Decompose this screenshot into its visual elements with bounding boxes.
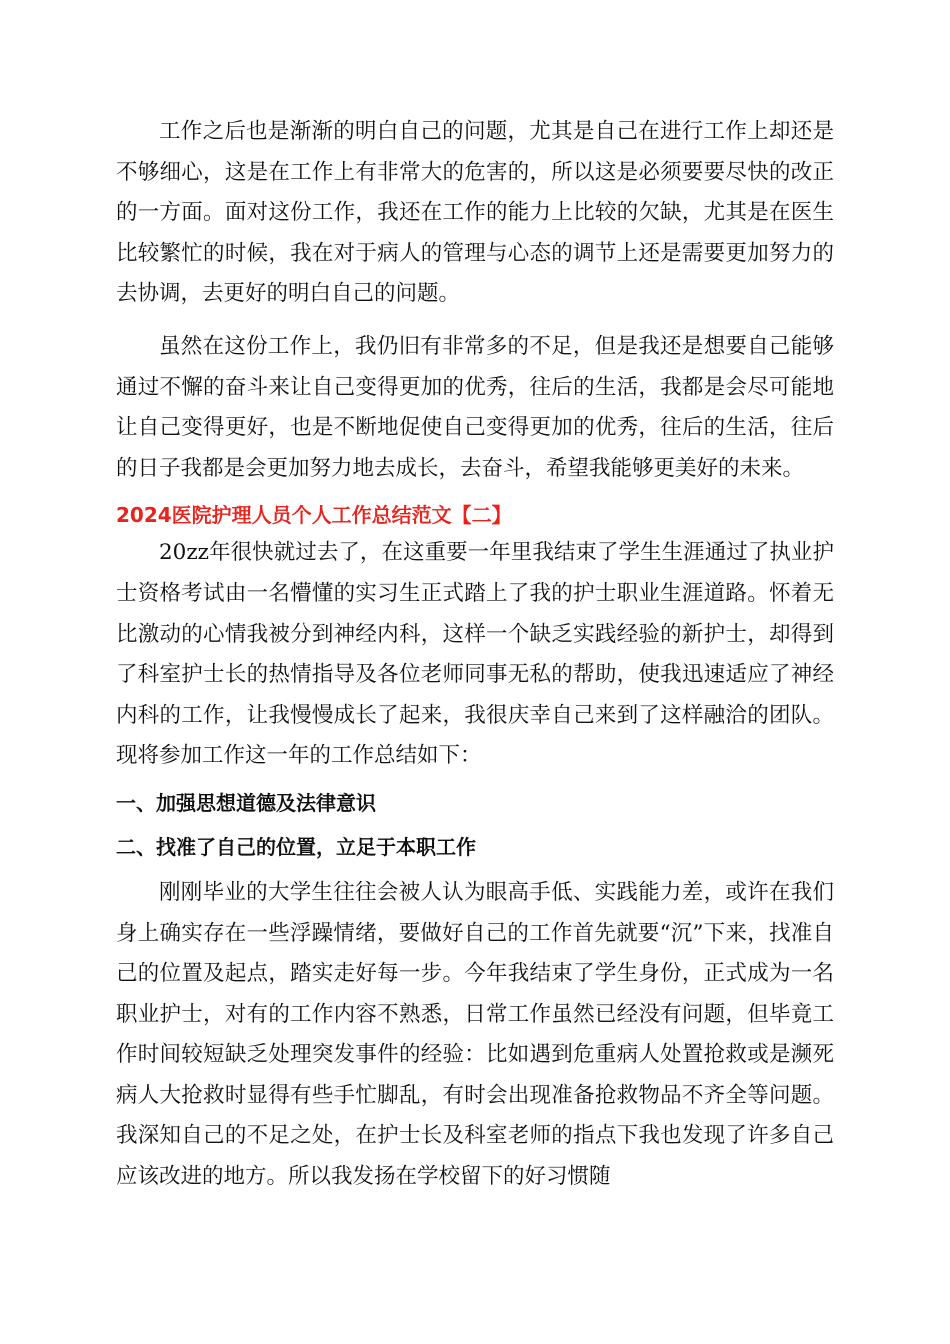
spacer — [116, 777, 834, 785]
spacer — [116, 315, 834, 327]
paragraph-1: 工作之后也是渐渐的明白自己的问题，尤其是自己在进行工作上却还是不够细心，这是在工作上有非常大的危害的，所以这是必须要要尽快的改正的一方面。面对这份工作，我还在工作的能力上比较的欠缺，尤其是在医生比较繁忙的时候，我在对于病人的管理与心态的调节上还是需要更加努力的去协调，去更好的明白自己的问题。 — [116, 119, 834, 307]
paragraph-4: 刚刚毕业的大学生往往会被人认为眼高手低、实践能力差，或许在我们身上确实存在一些浮躁情绪，要做好自己的工作首先就要“沉”下来，找准自己的位置及起点，踏实走好每一步。今年我结束了学生身份，正式成为一名职业护士，对有的工作内容不熟悉，日常工作虽然已经没有问题，但毕竟工作时间较短缺乏处理突发事件的经验：比如遇到危重病人处置抢救或是濒死病人大抢救时显得有些手忙脚乱，有时会出现准备抢救物品不齐全等问题。我深知自己的不足之处，在护士长及科室老师的指点下我也发现了许多自己应该改进的地方。所以我发扬在学校留下的好习惯随 — [116, 879, 834, 1190]
paragraph-3: 20zz年很快就过去了，在这重要一年里我结束了学生生涯通过了执业护士资格考试由一名懵懂的实习生正式踏上了我的护士职业生涯道路。怀着无比激动的心情我被分到神经内科，这样一个缺乏实践经验的新护士，却得到了科室护士长的热情指导及各位老师同事无私的帮助，使我迅速适应了神经内科的工作，让我慢慢成长了起来，我很庆幸自己来到了这样融洽的团队。现将参加工作这一年的工作总结如下： — [116, 540, 834, 769]
paragraph-2: 虽然在这份工作上，我仍旧有非常多的不足，但是我还是想要自己能够通过不懈的奋斗来让自己变得更加的优秀，往后的生活，我都是会尽可能地让自己变得更好，也是不断地促使自己变得更加的优秀，往后的生活，往后的日子我都是会更加努力地去成长，去奋斗，希望我能够更美好的未来。 — [116, 333, 834, 481]
document-body — [116, 112, 834, 1198]
spacer — [116, 489, 834, 497]
subheading-1: 一、加强思想道德及法律意识 — [116, 790, 376, 815]
spacer — [116, 821, 834, 829]
spacer — [116, 865, 834, 873]
subheading-2: 二、找准了自己的位置，立足于本职工作 — [116, 834, 476, 859]
section-title: 2024医院护理人员个人工作总结范文【二】 — [116, 503, 512, 528]
